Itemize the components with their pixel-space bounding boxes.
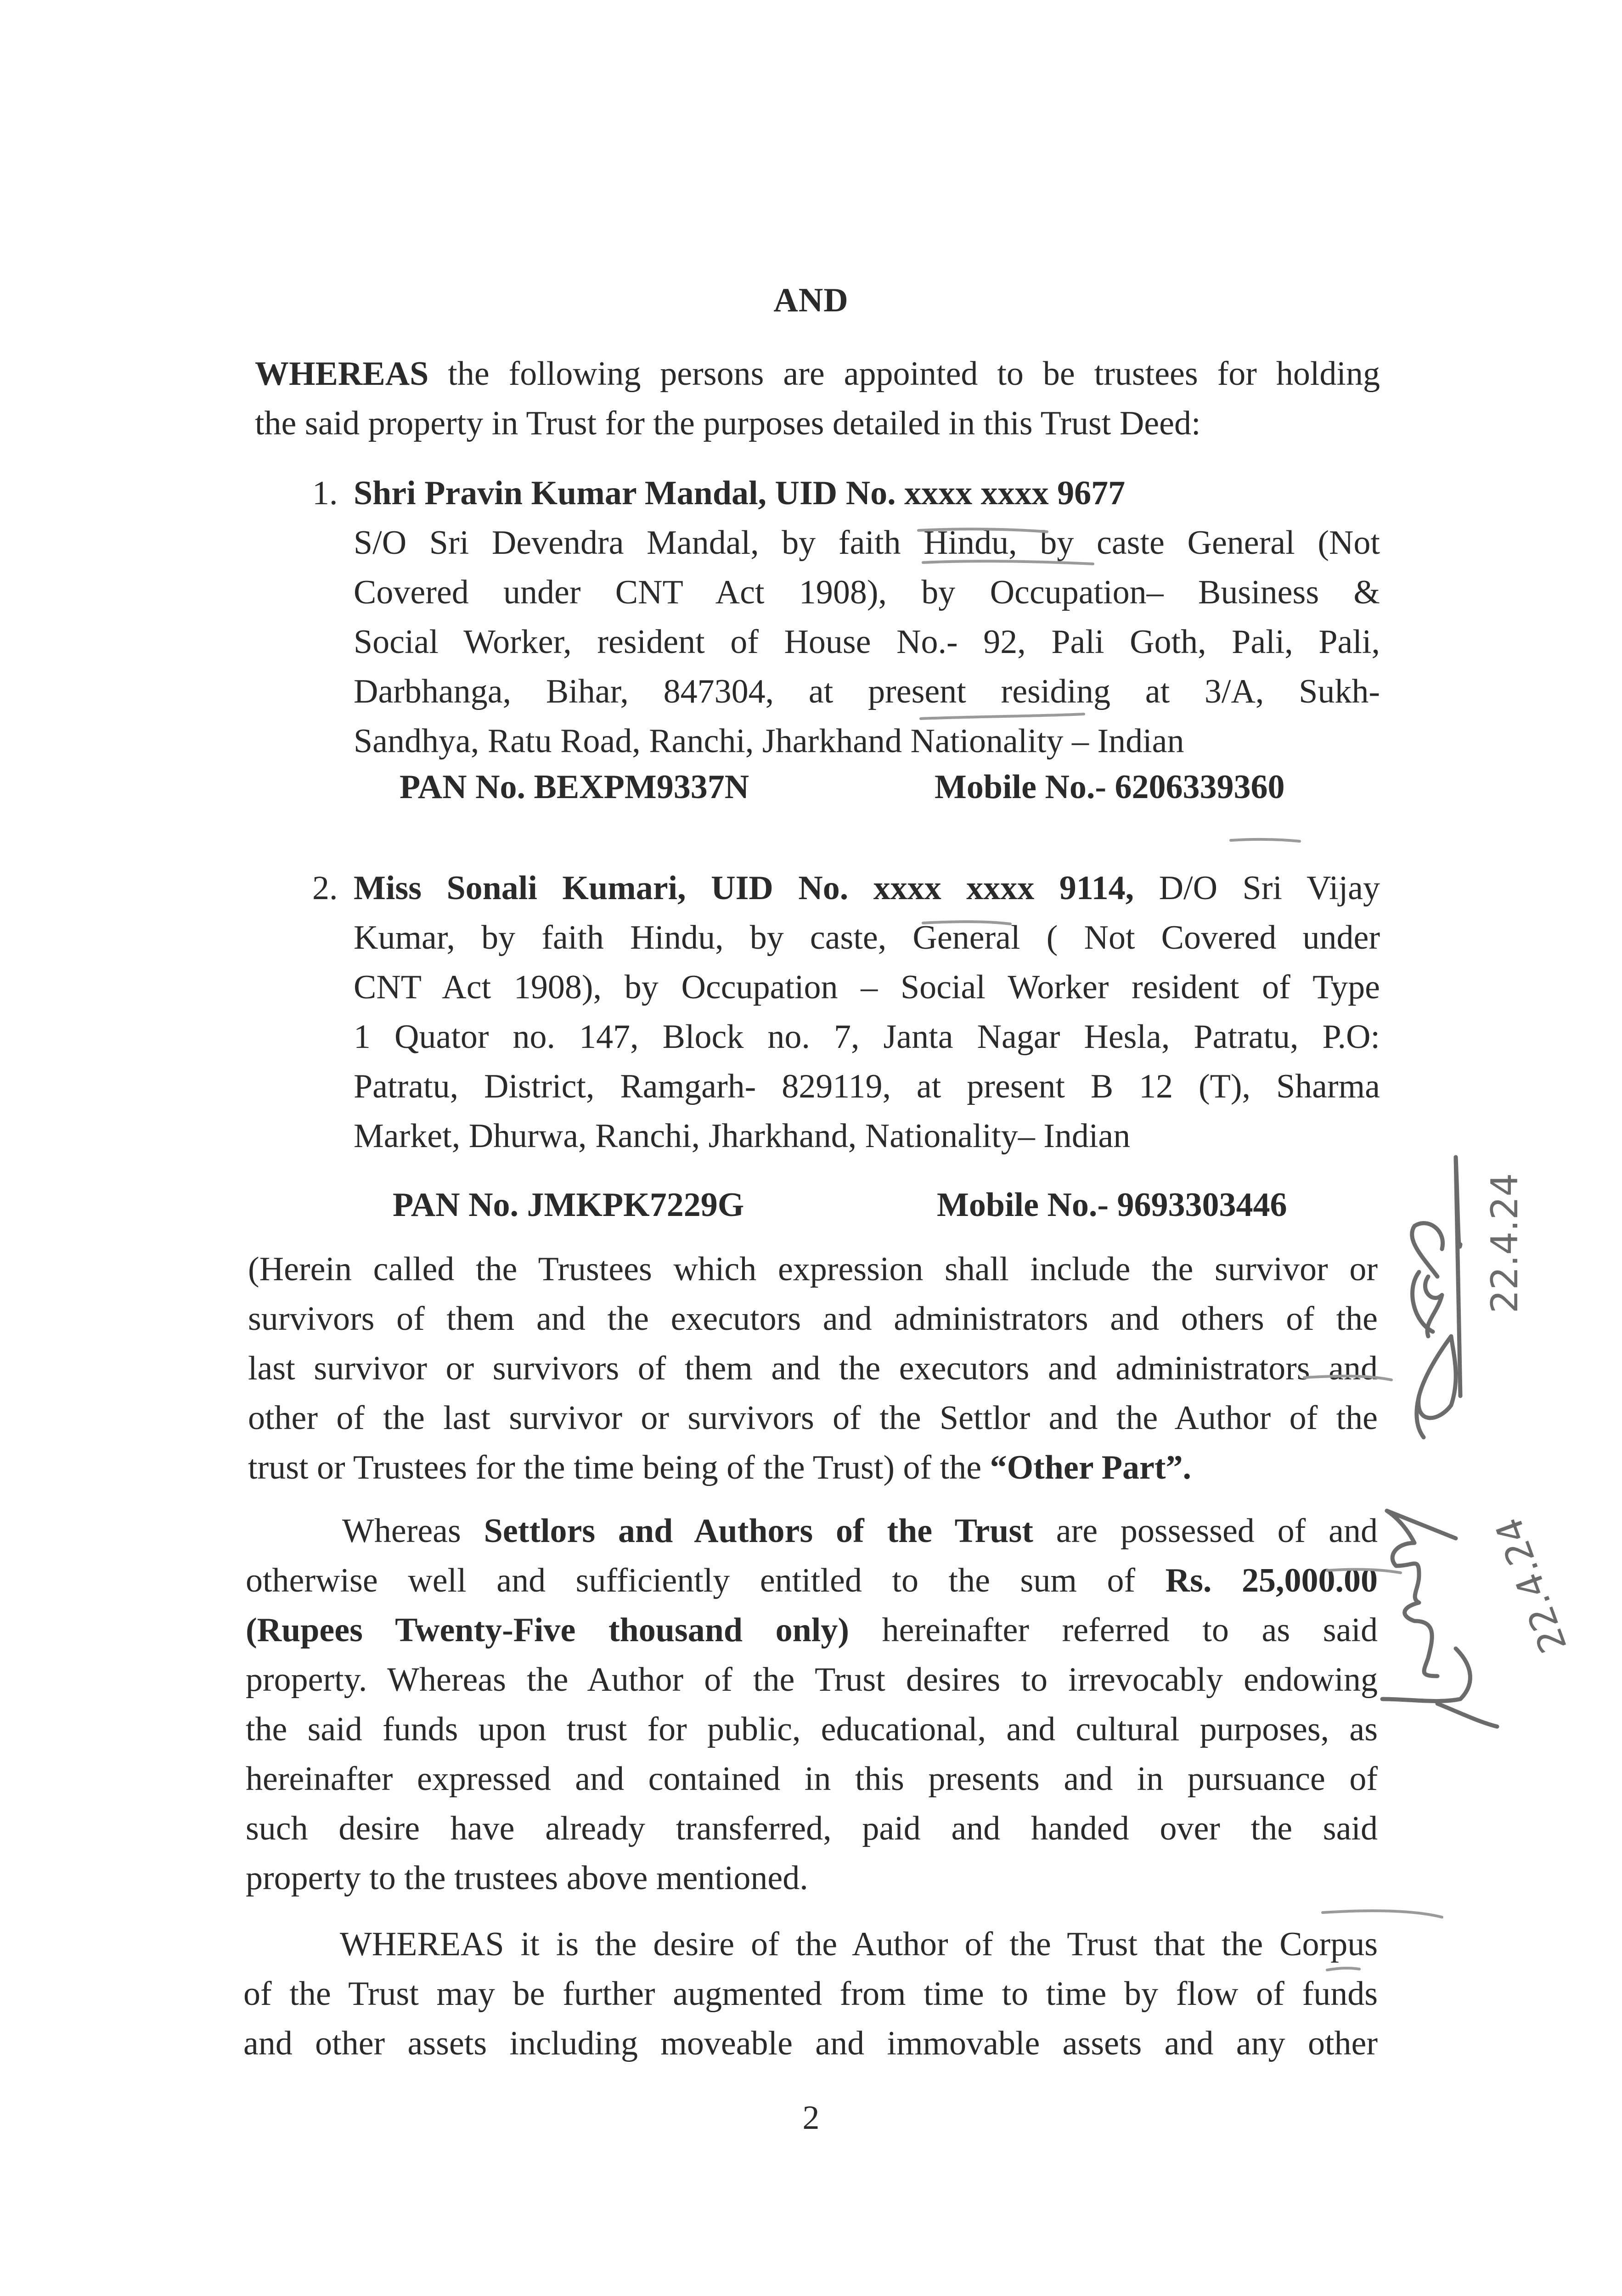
- list-number: 1.: [312, 474, 338, 512]
- trustee-1-pan: PAN No. BEXPM9337N: [400, 768, 749, 806]
- whereas-lead: WHEREAS: [255, 355, 429, 393]
- heading-and: AND: [773, 281, 849, 319]
- sum-in-words: (Rupees Twenty-Five thousand only): [246, 1611, 849, 1649]
- trustee-2-mobile: Mobile No.- 9693303446: [937, 1186, 1287, 1224]
- list-number: 2.: [312, 869, 338, 907]
- settlors-paragraph: Whereas Settlors and Authors of the Trust are possessed of and otherwise well and sufficiently entitled to the sum of Rs. 25,000.00 (Rupees Twenty-Five thousand only) hereinafter referred to as said property. Whereas the Author of the Trust desires to irrevocably endowing the said funds upon trust for public, educational, and cultural purposes, as hereinafter expressed and contained in this presents and in pursuance of such desire have already transferred, paid and handed over the said property to the trustees above mentioned.: [246, 1512, 1378, 1897]
- trustee-1: 1. Shri Pravin Kumar Mandal, UID No. xxxx xxxx 9677 S/O Sri Devendra Mandal, by faith Hindu, by caste General (Not Covered under CNT Act 1908), by Occupation– Business & Social Worker, resident of House No.- 92, Pali Goth, Pali, Pali, Darbhanga, Bihar, 847304, at present residing at 3/A, Sukh- Sandhya, Ratu Road, Ranchi, Jharkhand Nationality – Indian: [354, 468, 1380, 766]
- other-part-label: “Other Part”: [990, 1449, 1183, 1486]
- signature-2-date: 22.4.24: [1487, 1512, 1575, 1659]
- trustee-2: 2. Miss Sonali Kumari, UID No. xxxx xxxx 9114, D/O Sri Vijay Kumar, by faith Hindu, by caste, General ( Not Covered under CNT Act 1908), by Occupation – Social Worker resident of Type 1 Quator no. 147, Block no. 7, Janta Nagar Hesla, Patratu, P.O: Patratu, District, Ramgarh- 829119, at present B 12 (T), Sharma Market, Dhurwa, Ranchi, Jharkhand, Nationality– Indian: [354, 863, 1380, 1161]
- page-number: 2: [802, 2099, 820, 2137]
- trustee-1-mobile: Mobile No.- 6206339360: [935, 768, 1285, 806]
- signature-sonali: [1369, 1139, 1561, 1488]
- trustee-2-pan: PAN No. JMKPK7229G: [393, 1186, 744, 1224]
- sum-amount: Rs. 25,000.00: [1165, 1562, 1378, 1599]
- intro-paragraph: WHEREAS the following persons are appointed to be trustees for holding the said property in Trust for the purposes detailed in this Trust Deed:: [255, 355, 1380, 442]
- herein-paragraph: (Herein called the Trustees which expression shall include the survivor or survivors of them and the executors and administrators and others of the last survivor or survivors of them and the executors and administrators and other of the last survivor or survivors of the Settlor and the Author of the trust or Trustees for the time being of the Trust) of the “Other Part”.: [248, 1250, 1378, 1486]
- trustee-1-name: Shri Pravin Kumar Mandal, UID No. xxxx xxxx 9677: [354, 474, 1126, 512]
- signature-1-date: 22.4.24: [1483, 1173, 1526, 1313]
- trustee-2-name: Miss Sonali Kumari, UID No. xxxx xxxx 9114,: [354, 869, 1134, 907]
- corpus-paragraph: WHEREAS it is the desire of the Author of the Trust that the Corpus of the Trust may be further augmented from time to time by flow of funds and other assets including moveable and immovable assets and any other: [243, 1925, 1378, 2062]
